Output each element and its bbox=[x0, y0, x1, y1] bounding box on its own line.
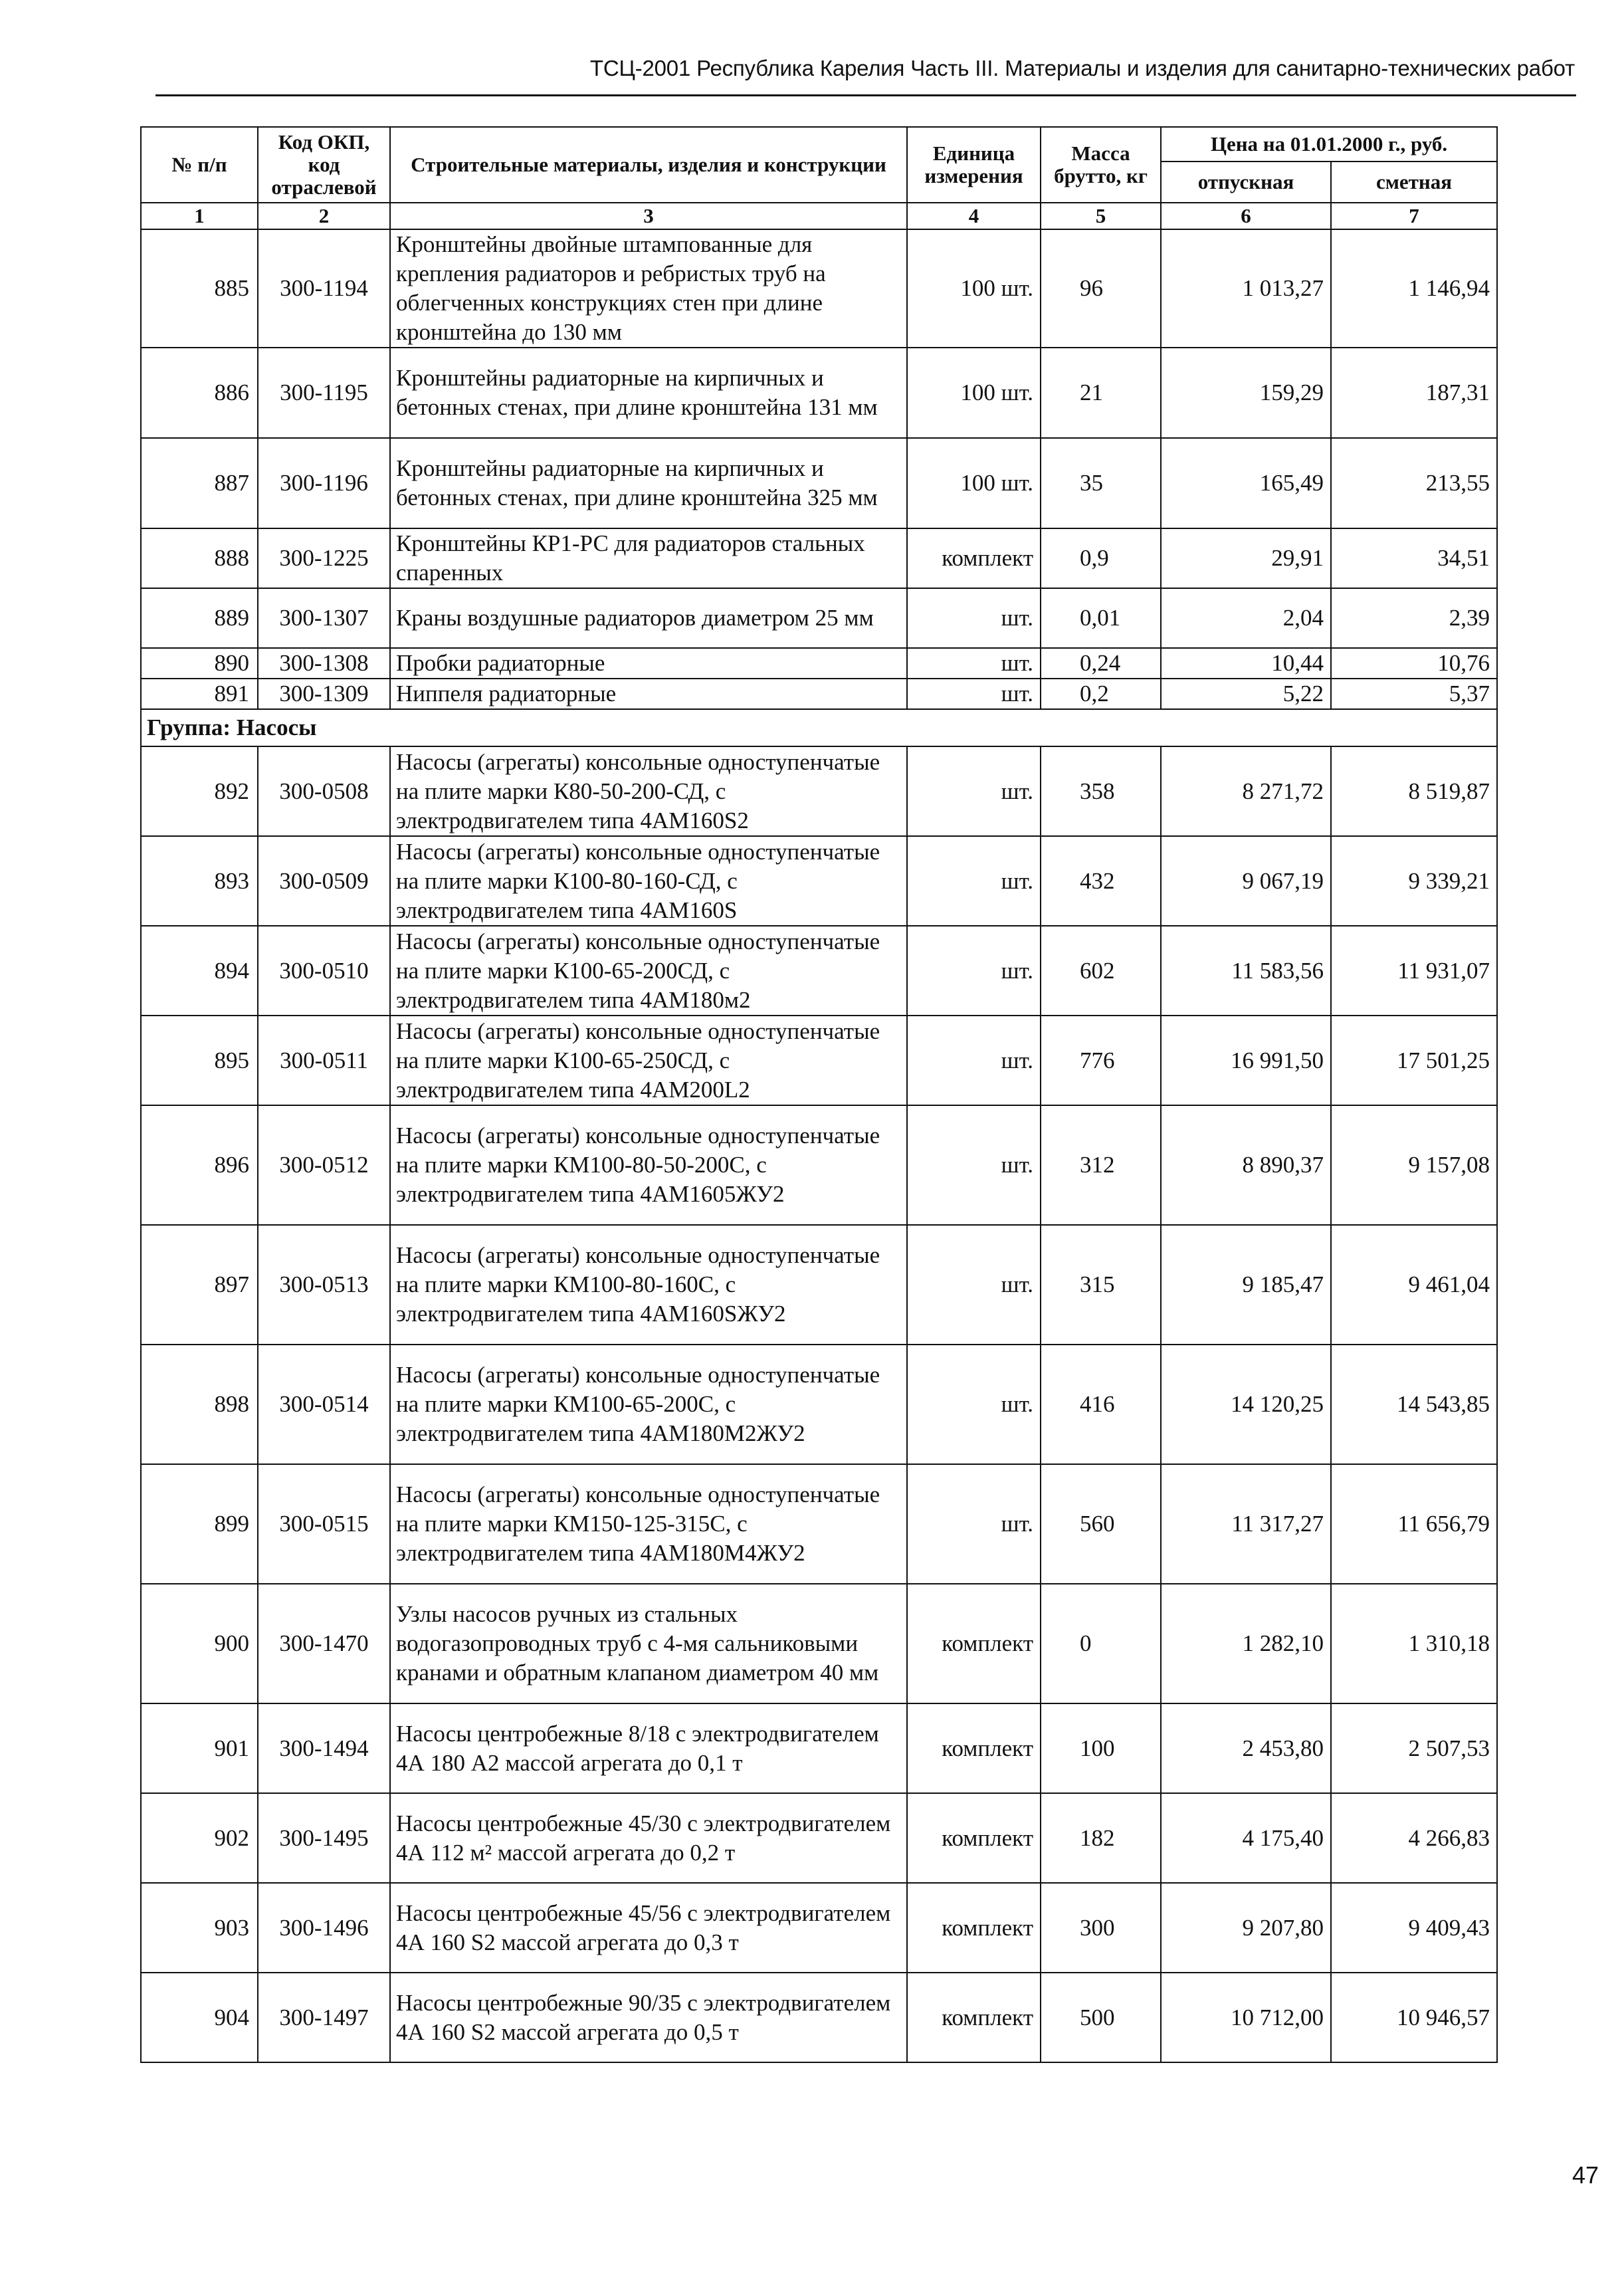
item-name: Насосы (агрегаты) консольные одноступенчатые на плите марки К100-65-250СД, с электродвигателем типа 4АМ200L2 bbox=[390, 1016, 907, 1105]
table-row bbox=[141, 1793, 1497, 1883]
table-row bbox=[141, 1105, 1497, 1225]
row-number: 893 bbox=[141, 836, 258, 926]
okp-code: 300-0508 bbox=[258, 746, 390, 836]
okp-code: 300-1307 bbox=[258, 588, 390, 648]
gross-mass: 416 bbox=[1041, 1345, 1161, 1464]
header-rule bbox=[155, 94, 1576, 96]
item-name: Насосы центробежные 45/56 с электродвигателем 4А 160 S2 массой агрегата до 0,3 т bbox=[390, 1883, 907, 1973]
price-estimate: 2 507,53 bbox=[1331, 1703, 1497, 1793]
gross-mass: 0,9 bbox=[1041, 528, 1161, 588]
price-release: 8 271,72 bbox=[1161, 746, 1331, 836]
col-header-name: Строительные материалы, изделия и конструкции bbox=[390, 127, 907, 203]
row-number: 900 bbox=[141, 1584, 258, 1703]
row-number: 903 bbox=[141, 1883, 258, 1973]
price-release: 29,91 bbox=[1161, 528, 1331, 588]
okp-code: 300-0514 bbox=[258, 1345, 390, 1464]
price-release: 159,29 bbox=[1161, 348, 1331, 438]
unit-of-measure: комплект bbox=[907, 1973, 1041, 2062]
row-number: 888 bbox=[141, 528, 258, 588]
price-estimate: 10,76 bbox=[1331, 648, 1497, 679]
price-estimate: 187,31 bbox=[1331, 348, 1497, 438]
item-name: Кронштейны КР1-РС для радиаторов стальных спаренных bbox=[390, 528, 907, 588]
row-number: 890 bbox=[141, 648, 258, 679]
price-release: 9 207,80 bbox=[1161, 1883, 1331, 1973]
table-body-pump-items bbox=[141, 746, 1497, 2062]
item-name: Кронштейны радиаторные на кирпичных и бетонных стенах, при длине кронштейна 131 мм bbox=[390, 348, 907, 438]
unit-of-measure: комплект bbox=[907, 1883, 1041, 1973]
price-table bbox=[140, 126, 1498, 2063]
unit-of-measure: шт. bbox=[907, 648, 1041, 679]
column-number: 1 bbox=[141, 203, 258, 229]
gross-mass: 0 bbox=[1041, 1584, 1161, 1703]
price-estimate: 11 656,79 bbox=[1331, 1464, 1497, 1584]
page-number: 47 bbox=[1572, 2161, 1599, 2189]
row-number: 902 bbox=[141, 1793, 258, 1883]
item-name: Насосы (агрегаты) консольные одноступенчатые на плите марки К80-50-200-СД, с электродвигателем типа 4АМ160S2 bbox=[390, 746, 907, 836]
okp-code: 300-0513 bbox=[258, 1225, 390, 1345]
table-row bbox=[141, 926, 1497, 1016]
unit-of-measure: комплект bbox=[907, 1793, 1041, 1883]
gross-mass: 602 bbox=[1041, 926, 1161, 1016]
table-row bbox=[141, 588, 1497, 648]
price-release: 4 175,40 bbox=[1161, 1793, 1331, 1883]
gross-mass: 560 bbox=[1041, 1464, 1161, 1584]
table-row bbox=[141, 1016, 1497, 1105]
okp-code: 300-1195 bbox=[258, 348, 390, 438]
row-number: 889 bbox=[141, 588, 258, 648]
table-row bbox=[141, 229, 1497, 348]
table-row bbox=[141, 1464, 1497, 1584]
price-release: 16 991,50 bbox=[1161, 1016, 1331, 1105]
okp-code: 300-1196 bbox=[258, 438, 390, 528]
gross-mass: 358 bbox=[1041, 746, 1161, 836]
unit-of-measure: 100 шт. bbox=[907, 229, 1041, 348]
item-name: Насосы (агрегаты) консольные одноступенчатые на плите марки КМ100-80-160С, с электродвигателем типа 4АМ160SЖУ2 bbox=[390, 1225, 907, 1345]
okp-code: 300-1194 bbox=[258, 229, 390, 348]
row-number: 898 bbox=[141, 1345, 258, 1464]
table-row bbox=[141, 1345, 1497, 1464]
gross-mass: 0,01 bbox=[1041, 588, 1161, 648]
row-number: 895 bbox=[141, 1016, 258, 1105]
page-header-title: ТСЦ-2001 Республика Карелия Часть III. Материалы и изделия для санитарно-технических работ bbox=[589, 56, 1575, 80]
price-estimate: 10 946,57 bbox=[1331, 1973, 1497, 2062]
row-number: 896 bbox=[141, 1105, 258, 1225]
price-release: 2 453,80 bbox=[1161, 1703, 1331, 1793]
table-row bbox=[141, 1703, 1497, 1793]
row-number: 897 bbox=[141, 1225, 258, 1345]
item-name: Насосы центробежные 8/18 с электродвигателем 4А 180 А2 массой агрегата до 0,1 т bbox=[390, 1703, 907, 1793]
price-estimate: 9 461,04 bbox=[1331, 1225, 1497, 1345]
row-number: 886 bbox=[141, 348, 258, 438]
col-header-mass: Масса брутто, кг bbox=[1041, 127, 1161, 203]
item-name: Пробки радиаторные bbox=[390, 648, 907, 679]
price-estimate: 213,55 bbox=[1331, 438, 1497, 528]
okp-code: 300-0515 bbox=[258, 1464, 390, 1584]
row-number: 899 bbox=[141, 1464, 258, 1584]
price-estimate: 34,51 bbox=[1331, 528, 1497, 588]
table-row bbox=[141, 679, 1497, 709]
unit-of-measure: комплект bbox=[907, 1703, 1041, 1793]
table-row bbox=[141, 348, 1497, 438]
price-release: 1 013,27 bbox=[1161, 229, 1331, 348]
okp-code: 300-0512 bbox=[258, 1105, 390, 1225]
col-header-price-release: отпускная bbox=[1161, 162, 1331, 203]
unit-of-measure: шт. bbox=[907, 926, 1041, 1016]
item-name: Насосы (агрегаты) консольные одноступенчатые на плите марки КМ100-80-50-200С, с электродвигателем типа 4АМ1605ЖУ2 bbox=[390, 1105, 907, 1225]
okp-code: 300-0511 bbox=[258, 1016, 390, 1105]
unit-of-measure: шт. bbox=[907, 1345, 1041, 1464]
unit-of-measure: комплект bbox=[907, 1584, 1041, 1703]
row-number: 892 bbox=[141, 746, 258, 836]
item-name: Насосы центробежные 45/30 с электродвигателем 4А 112 м² массой агрегата до 0,2 т bbox=[390, 1793, 907, 1883]
table-row bbox=[141, 438, 1497, 528]
item-name: Насосы (агрегаты) консольные одноступенчатые на плите марки К100-80-160-СД, с электродвигателем типа 4АМ160S bbox=[390, 836, 907, 926]
item-name: Насосы (агрегаты) консольные одноступенчатые на плите марки КМ150-125-315С, с электродвигателем типа 4АМ180М4ЖУ2 bbox=[390, 1464, 907, 1584]
okp-code: 300-0510 bbox=[258, 926, 390, 1016]
price-estimate: 1 146,94 bbox=[1331, 229, 1497, 348]
price-estimate: 5,37 bbox=[1331, 679, 1497, 709]
price-estimate: 11 931,07 bbox=[1331, 926, 1497, 1016]
col-header-num: № п/п bbox=[141, 127, 258, 203]
item-name: Кронштейны радиаторные на кирпичных и бетонных стенах, при длине кронштейна 325 мм bbox=[390, 438, 907, 528]
gross-mass: 312 bbox=[1041, 1105, 1161, 1225]
gross-mass: 0,24 bbox=[1041, 648, 1161, 679]
table-body-radiator-items bbox=[141, 229, 1497, 709]
gross-mass: 0,2 bbox=[1041, 679, 1161, 709]
row-number: 885 bbox=[141, 229, 258, 348]
item-name: Насосы центробежные 90/35 с электродвигателем 4А 160 S2 массой агрегата до 0,5 т bbox=[390, 1973, 907, 2062]
unit-of-measure: 100 шт. bbox=[907, 438, 1041, 528]
unit-of-measure: комплект bbox=[907, 528, 1041, 588]
price-estimate: 9 409,43 bbox=[1331, 1883, 1497, 1973]
column-number: 5 bbox=[1041, 203, 1161, 229]
column-number: 4 bbox=[907, 203, 1041, 229]
item-name: Кронштейны двойные штампованные для крепления радиаторов и ребристых труб на облегченных конструкциях стен при длине кронштейна до 130 мм bbox=[390, 229, 907, 348]
unit-of-measure: шт. bbox=[907, 1105, 1041, 1225]
unit-of-measure: шт. bbox=[907, 1225, 1041, 1345]
column-number: 2 bbox=[258, 203, 390, 229]
unit-of-measure: шт. bbox=[907, 679, 1041, 709]
price-estimate: 4 266,83 bbox=[1331, 1793, 1497, 1883]
price-release: 2,04 bbox=[1161, 588, 1331, 648]
table-row bbox=[141, 1883, 1497, 1973]
table-header-row bbox=[141, 127, 1497, 162]
gross-mass: 100 bbox=[1041, 1703, 1161, 1793]
okp-code: 300-1225 bbox=[258, 528, 390, 588]
col-header-code: Код ОКП, код отраслевой bbox=[258, 127, 390, 203]
gross-mass: 182 bbox=[1041, 1793, 1161, 1883]
price-estimate: 17 501,25 bbox=[1331, 1016, 1497, 1105]
col-header-price-estimate: сметная bbox=[1331, 162, 1497, 203]
okp-code: 300-1494 bbox=[258, 1703, 390, 1793]
group-section bbox=[141, 709, 1497, 746]
column-number: 7 bbox=[1331, 203, 1497, 229]
item-name: Насосы (агрегаты) консольные одноступенчатые на плите марки КМ100-65-200С, с электродвигателем типа 4АМ180М2ЖУ2 bbox=[390, 1345, 907, 1464]
okp-code: 300-1495 bbox=[258, 1793, 390, 1883]
row-number: 894 bbox=[141, 926, 258, 1016]
row-number: 904 bbox=[141, 1973, 258, 2062]
okp-code: 300-1308 bbox=[258, 648, 390, 679]
gross-mass: 96 bbox=[1041, 229, 1161, 348]
price-estimate: 2,39 bbox=[1331, 588, 1497, 648]
price-release: 1 282,10 bbox=[1161, 1584, 1331, 1703]
item-name: Насосы (агрегаты) консольные одноступенчатые на плите марки К100-65-200СД, с электродвигателем типа 4АМ180м2 bbox=[390, 926, 907, 1016]
unit-of-measure: шт. bbox=[907, 588, 1041, 648]
price-release: 8 890,37 bbox=[1161, 1105, 1331, 1225]
table-row bbox=[141, 836, 1497, 926]
unit-of-measure: 100 шт. bbox=[907, 348, 1041, 438]
price-estimate: 9 157,08 bbox=[1331, 1105, 1497, 1225]
item-name: Краны воздушные радиаторов диаметром 25 мм bbox=[390, 588, 907, 648]
gross-mass: 432 bbox=[1041, 836, 1161, 926]
row-number: 887 bbox=[141, 438, 258, 528]
column-number: 6 bbox=[1161, 203, 1331, 229]
column-number-row bbox=[141, 203, 1497, 229]
price-release: 9 067,19 bbox=[1161, 836, 1331, 926]
unit-of-measure: шт. bbox=[907, 1464, 1041, 1584]
price-release: 5,22 bbox=[1161, 679, 1331, 709]
okp-code: 300-1497 bbox=[258, 1973, 390, 2062]
gross-mass: 500 bbox=[1041, 1973, 1161, 2062]
price-estimate: 1 310,18 bbox=[1331, 1584, 1497, 1703]
group-title: Группа: Насосы bbox=[141, 709, 1497, 746]
table-row bbox=[141, 1973, 1497, 2062]
col-header-unit: Единица измерения bbox=[907, 127, 1041, 203]
row-number: 891 bbox=[141, 679, 258, 709]
col-header-price-group: Цена на 01.01.2000 г., руб. bbox=[1161, 127, 1497, 162]
price-estimate: 8 519,87 bbox=[1331, 746, 1497, 836]
table-row bbox=[141, 1584, 1497, 1703]
table-row bbox=[141, 1225, 1497, 1345]
price-release: 10 712,00 bbox=[1161, 1973, 1331, 2062]
okp-code: 300-1470 bbox=[258, 1584, 390, 1703]
group-row bbox=[141, 709, 1497, 746]
table-row bbox=[141, 648, 1497, 679]
price-estimate: 14 543,85 bbox=[1331, 1345, 1497, 1464]
okp-code: 300-0509 bbox=[258, 836, 390, 926]
price-release: 11 583,56 bbox=[1161, 926, 1331, 1016]
column-number: 3 bbox=[390, 203, 907, 229]
okp-code: 300-1496 bbox=[258, 1883, 390, 1973]
gross-mass: 35 bbox=[1041, 438, 1161, 528]
price-release: 10,44 bbox=[1161, 648, 1331, 679]
price-release: 11 317,27 bbox=[1161, 1464, 1331, 1584]
gross-mass: 776 bbox=[1041, 1016, 1161, 1105]
table-row bbox=[141, 528, 1497, 588]
price-release: 165,49 bbox=[1161, 438, 1331, 528]
item-name: Ниппеля радиаторные bbox=[390, 679, 907, 709]
price-estimate: 9 339,21 bbox=[1331, 836, 1497, 926]
row-number: 901 bbox=[141, 1703, 258, 1793]
unit-of-measure: шт. bbox=[907, 1016, 1041, 1105]
gross-mass: 300 bbox=[1041, 1883, 1161, 1973]
gross-mass: 315 bbox=[1041, 1225, 1161, 1345]
unit-of-measure: шт. bbox=[907, 836, 1041, 926]
unit-of-measure: шт. bbox=[907, 746, 1041, 836]
item-name: Узлы насосов ручных из стальных водогазопроводных труб с 4-мя сальниковыми кранами и обратным клапаном диаметром 40 мм bbox=[390, 1584, 907, 1703]
okp-code: 300-1309 bbox=[258, 679, 390, 709]
gross-mass: 21 bbox=[1041, 348, 1161, 438]
table-row bbox=[141, 746, 1497, 836]
price-release: 9 185,47 bbox=[1161, 1225, 1331, 1345]
price-release: 14 120,25 bbox=[1161, 1345, 1331, 1464]
